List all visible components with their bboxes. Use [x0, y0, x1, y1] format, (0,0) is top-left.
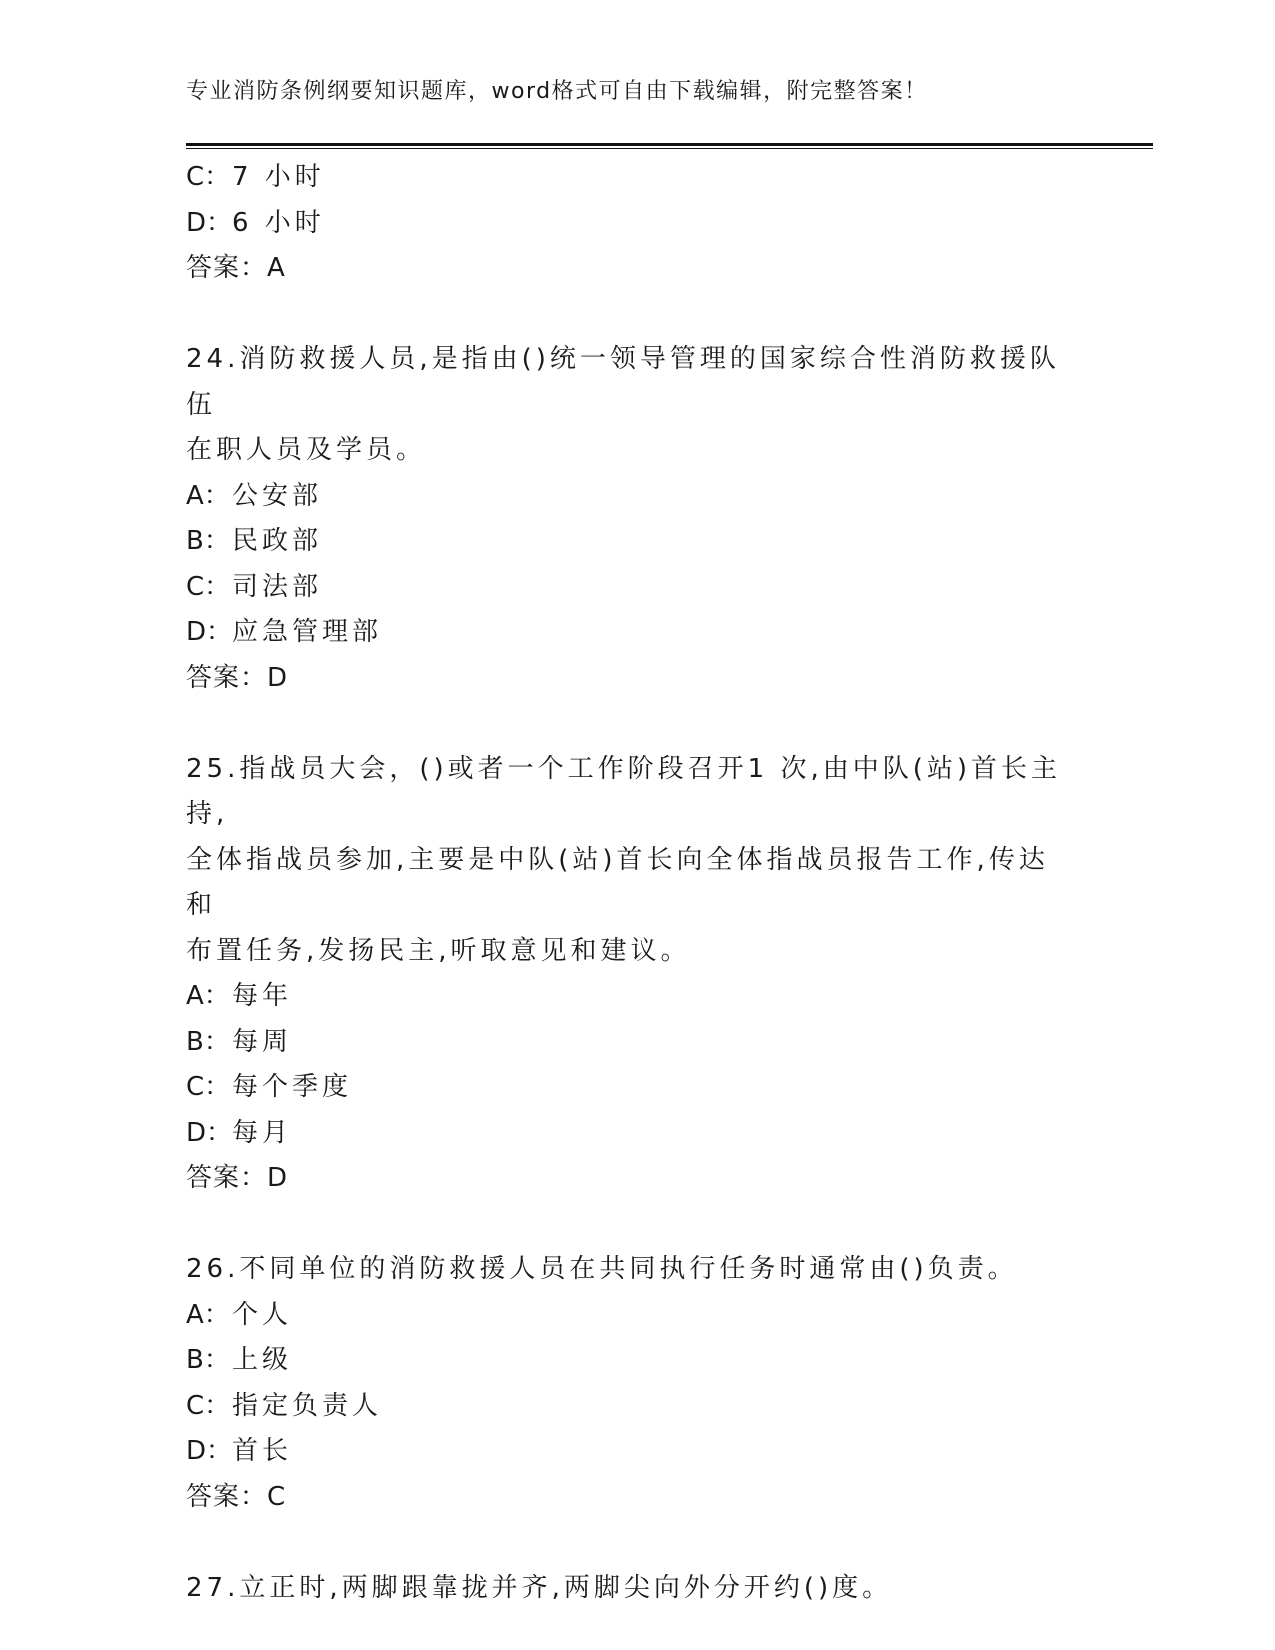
- option-text: 公安部: [232, 480, 323, 511]
- option-b: [186, 519, 1086, 565]
- option-a: [186, 474, 1086, 520]
- option-b: [186, 1020, 1086, 1066]
- page-header-title: 专业消防条例纲要知识题库，word格式可自由下载编辑，附完整答案！: [186, 79, 928, 104]
- option-d: [186, 1111, 1086, 1157]
- option-a: [186, 1293, 1086, 1339]
- option-c: [186, 1065, 1086, 1111]
- stem-line: 全体指战员参加,主要是中队(站)首长向全体指战员报告工作,传达和: [186, 844, 1049, 920]
- option-text: 指定负责人: [232, 1390, 383, 1421]
- header-divider: [186, 143, 1153, 149]
- stem-line: 26.不同单位的消防救援人员在共同执行任务时通常由()负责。: [186, 1254, 1018, 1284]
- option-text: 民政部: [232, 526, 323, 556]
- option-text: 7 小时: [232, 162, 325, 192]
- option-text: 首长: [232, 1436, 293, 1466]
- option-key: A：: [186, 480, 230, 511]
- option-c: [186, 565, 1086, 611]
- spacer: [186, 1202, 1086, 1248]
- option-key: B：: [186, 1345, 230, 1375]
- answer-line: 答案：D: [186, 662, 289, 693]
- option-key: C：: [186, 1072, 231, 1102]
- prev-question-block: [186, 155, 1086, 292]
- option-text: 每周: [232, 1026, 293, 1057]
- option-d: [186, 610, 1086, 656]
- option-c: [186, 1384, 1086, 1430]
- option-d: [186, 1429, 1086, 1475]
- question-stem: [186, 337, 1066, 474]
- stem-line: 在职人员及学员。: [186, 435, 427, 465]
- option-key: D：: [186, 617, 233, 647]
- option-text: 每月: [232, 1117, 293, 1148]
- option-key: A：: [186, 981, 230, 1011]
- option-text: 上级: [232, 1345, 293, 1375]
- option-d: [186, 201, 1086, 247]
- question-stem: [186, 747, 1066, 975]
- question-25: [186, 747, 1086, 1202]
- option-key: B：: [186, 1026, 230, 1057]
- question-26: [186, 1247, 1086, 1520]
- option-text: 6 小时: [232, 207, 325, 238]
- option-c: [186, 155, 1086, 201]
- spacer: [186, 1520, 1086, 1566]
- question-24: [186, 337, 1086, 701]
- question-stem: [186, 1566, 1066, 1612]
- option-text: 每年: [232, 981, 293, 1011]
- option-text: 个人: [232, 1299, 293, 1330]
- answer-line: 答案：D: [186, 1163, 289, 1193]
- question-stem: [186, 1247, 1066, 1293]
- option-key: D：: [186, 1436, 233, 1466]
- option-text: 应急管理部: [232, 617, 383, 647]
- option-text: 每个季度: [232, 1072, 353, 1102]
- answer-line: 答案：C: [186, 1481, 287, 1512]
- option-key: C：: [186, 1390, 231, 1421]
- stem-line: 25.指战员大会，()或者一个工作阶段召开1 次,由中队(站)首长主持,: [186, 753, 1061, 829]
- answer-line: 答案：A: [186, 253, 286, 283]
- option-key: D：: [186, 1117, 233, 1148]
- spacer: [186, 292, 1086, 338]
- stem-line: 24.消防救援人员,是指由()统一领导管理的国家综合性消防救援队伍: [186, 344, 1060, 420]
- question-content: [186, 155, 1086, 1611]
- option-text: 司法部: [232, 571, 323, 602]
- option-key: B：: [186, 526, 230, 556]
- option-key: C：: [186, 571, 231, 602]
- option-key: C：: [186, 162, 231, 192]
- stem-line: 27.立正时,两脚跟靠拢并齐,两脚尖向外分开约()度。: [186, 1572, 893, 1603]
- option-key: A：: [186, 1299, 230, 1330]
- spacer: [186, 701, 1086, 747]
- option-b: [186, 1338, 1086, 1384]
- option-key: D：: [186, 207, 233, 238]
- stem-line: 布置任务,发扬民主,听取意见和建议。: [186, 935, 691, 966]
- option-a: [186, 974, 1086, 1020]
- question-27: [186, 1566, 1086, 1612]
